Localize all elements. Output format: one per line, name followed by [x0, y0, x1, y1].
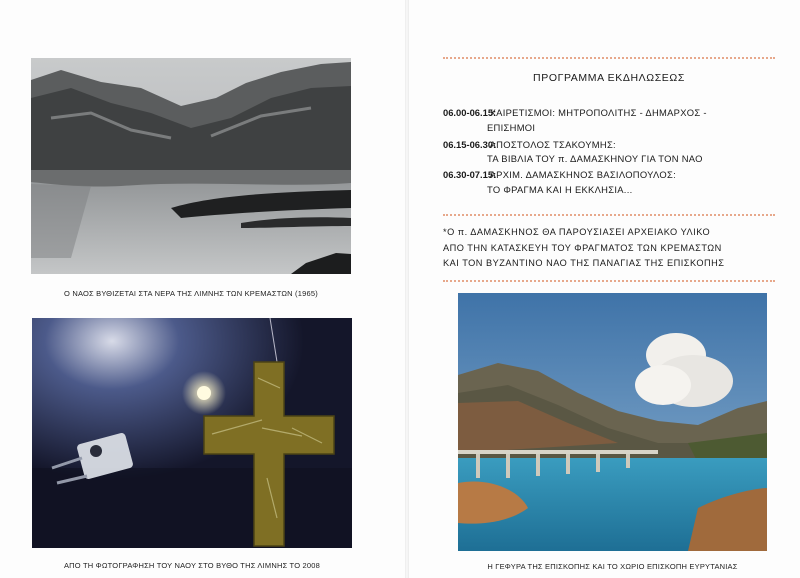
- dotted-divider-bottom: [443, 280, 775, 282]
- schedule-desc: ΑΡΧΙΜ. ΔΑΜΑΣΚΗΝΟΣ ΒΑΣΙΛΟΠΟΥΛΟΣ:: [489, 169, 676, 180]
- lake-photo-1965: [31, 58, 351, 274]
- underwater-photo-caption: ΑΠΟ ΤΗ ΦΩΤΟΓΡΑΦΗΣΗ ΤΟΥ ΝΑΟΥ ΣΤΟ ΒΥΘΟ ΤΗΣ ΛΙΜΝΗΣ ΤΟ 2008: [63, 561, 321, 570]
- dotted-divider-top: [443, 57, 775, 59]
- schedule-desc: ΑΠΟΣΤΟΛΟΣ ΤΣΑΚΟΥΜΗΣ:: [489, 139, 616, 150]
- bridge-photo: [458, 293, 767, 551]
- schedule-time: 06.30-07.15:: [443, 169, 497, 180]
- lake-photo-caption: Ο ΝΑΟΣ ΒΥΘΙΖΕΤΑΙ ΣΤΑ ΝΕΡΑ ΤΗΣ ΛΙΜΝΗΣ ΤΩΝ ΚΡΕΜΑΣΤΩΝ (1965): [64, 289, 318, 298]
- note-line: *Ο π. ΔΑΜΑΣΚΗΝΟΣ ΘΑ ΠΑΡΟΥΣΙΑΣΕΙ ΑΡΧΕΙΑΚΟ ΥΛΙΚΟ: [443, 227, 711, 237]
- dotted-divider-middle: [443, 214, 775, 216]
- schedule-time: 06.15-06.30:: [443, 139, 497, 150]
- program-title: ΠΡΟΓΡΑΜΜΑ ΕΚΔΗΛΩΣΕΩΣ: [533, 72, 685, 84]
- schedule-desc-cont: ΤΑ ΒΙΒΛΙΑ ΤΟΥ π. ΔΑΜΑΣΚΗΝΟΥ ΓΙΑ ΤΟΝ ΝΑΟ: [487, 153, 703, 164]
- note-line: ΑΠΟ ΤΗΝ ΚΑΤΑΣΚΕΥΗ ΤΟΥ ΦΡΑΓΜΑΤΟΣ ΤΩΝ ΚΡΕΜΑΣΤΩΝ: [443, 243, 722, 253]
- schedule-item: [443, 137, 783, 152]
- schedule-desc-cont: ΤΟ ΦΡΑΓΜΑ ΚΑΙ Η ΕΚΚΛΗΣΙΑ...: [487, 184, 633, 195]
- schedule-time: 06.00-06.15:: [443, 107, 497, 118]
- schedule-desc: ΧΑΙΡΕΤΙΣΜΟΙ: ΜΗΤΡΟΠΟΛΙΤΗΣ - ΔΗΜΑΡΧΟΣ -: [489, 107, 707, 118]
- schedule-item: [443, 167, 783, 182]
- bridge-photo-caption: Η ΓΕΦΥΡΑ ΤΗΣ ΕΠΙΣΚΟΠΗΣ ΚΑΙ ΤΟ ΧΩΡΙΟ ΕΠΙΣΚΟΠΗ ΕΥΡΥΤΑΝΙΑΣ: [487, 562, 738, 571]
- note-line: ΚΑΙ ΤΟΝ ΒΥΖΑΝΤΙΝΟ ΝΑΟ ΤΗΣ ΠΑΝΑΓΙΑΣ ΤΗΣ ΕΠΙΣΚΟΠΗΣ: [443, 258, 725, 268]
- schedule-desc-cont: ΕΠΙΣΗΜΟΙ: [487, 122, 536, 133]
- schedule-item: [443, 105, 783, 120]
- underwater-cross-photo: [32, 318, 352, 548]
